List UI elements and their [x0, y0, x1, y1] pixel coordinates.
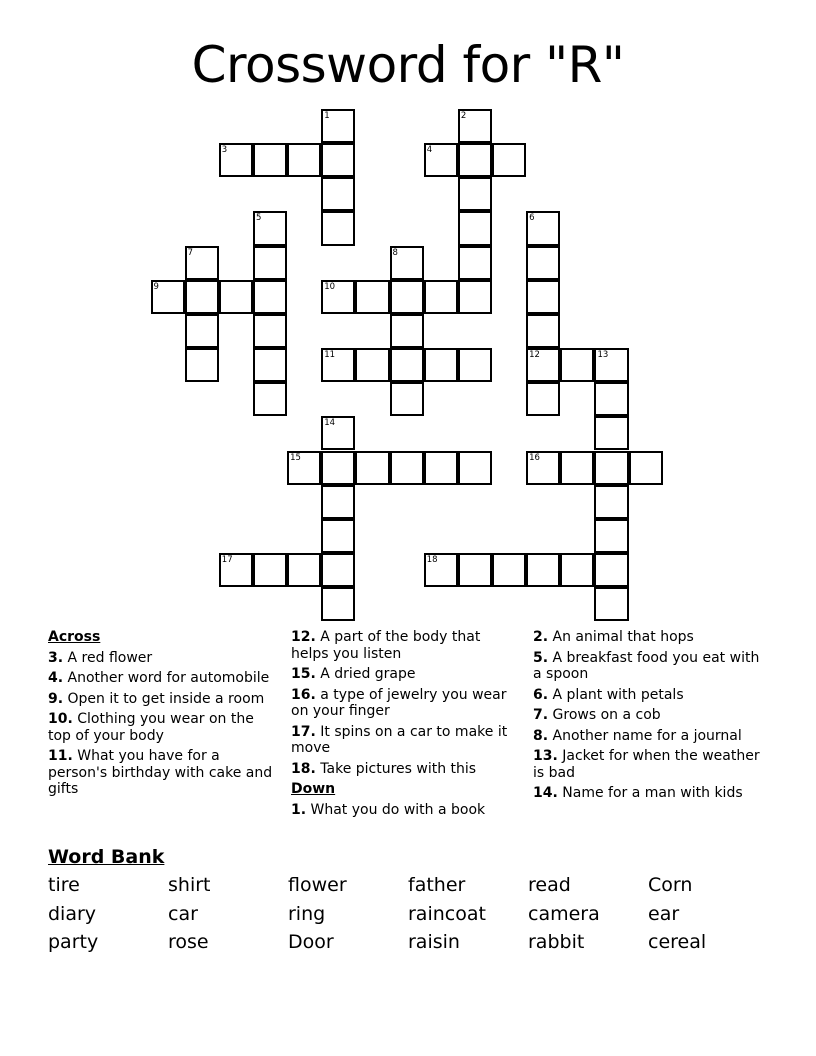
cell-letter-input[interactable] — [460, 453, 490, 483]
cell-letter-input[interactable] — [460, 111, 490, 141]
cell-letter-input[interactable] — [153, 282, 183, 312]
cell-letter-input[interactable] — [323, 179, 353, 209]
grid-cell[interactable] — [253, 382, 287, 416]
word-bank-item: rabbit — [528, 931, 585, 953]
grid-cell[interactable] — [253, 348, 287, 382]
word-bank-item: father — [408, 874, 466, 896]
grid-cell[interactable] — [560, 553, 594, 587]
grid-cell[interactable] — [390, 348, 424, 382]
cell-letter-input[interactable] — [426, 555, 456, 585]
clues-column-2 — [291, 629, 516, 822]
cell-letter-input[interactable] — [426, 350, 456, 380]
grid-cell[interactable] — [253, 280, 287, 314]
grid-cell[interactable] — [458, 177, 492, 211]
grid-cell[interactable] — [185, 314, 219, 348]
clue-number: 15 — [290, 452, 301, 463]
cell-letter-input[interactable] — [221, 555, 251, 585]
down-heading: Down — [291, 781, 336, 797]
cell-letter-input[interactable] — [187, 248, 217, 278]
clue-across-11: 11. What you have for a person's birthday with cake and gifts — [48, 748, 273, 797]
word-bank-item: flower — [288, 874, 347, 896]
grid-cell[interactable] — [526, 348, 560, 382]
grid-cell[interactable] — [390, 246, 424, 280]
clue-number: 9 — [153, 281, 159, 292]
cell-letter-input[interactable] — [323, 282, 353, 312]
clue-across-9: 9. Open it to get inside a room — [48, 690, 265, 707]
cell-letter-input[interactable] — [255, 350, 285, 380]
cell-letter-input[interactable] — [323, 213, 353, 243]
clue-down-6: 6. A plant with petals — [533, 686, 684, 703]
grid-cell[interactable] — [458, 211, 492, 245]
grid-cell[interactable] — [253, 553, 287, 587]
grid-cell[interactable] — [560, 451, 594, 485]
grid-cell[interactable] — [253, 211, 287, 245]
grid-cell[interactable] — [321, 177, 355, 211]
cell-letter-input[interactable] — [255, 282, 285, 312]
clue-number: 3 — [221, 145, 228, 156]
grid-cell[interactable] — [321, 485, 355, 519]
word-bank-item: party — [48, 931, 99, 953]
grid-cell[interactable] — [594, 348, 628, 382]
grid-cell[interactable] — [321, 109, 355, 143]
cell-letter-input[interactable] — [562, 555, 592, 585]
grid-cell[interactable] — [355, 451, 389, 485]
clue-number: 1 — [324, 111, 330, 121]
word-bank-item: camera — [528, 902, 600, 925]
cell-letter-input[interactable] — [255, 145, 285, 175]
grid-cell[interactable] — [458, 109, 492, 143]
grid-cell[interactable] — [560, 348, 594, 382]
grid-cell[interactable] — [492, 553, 526, 587]
cell-letter-input[interactable] — [323, 145, 353, 175]
grid-cell[interactable] — [219, 553, 253, 587]
cell-letter-input[interactable] — [426, 145, 456, 175]
clue-across-12: 12. A part of the body that helps you listen — [291, 629, 481, 662]
grid-cell[interactable] — [458, 143, 492, 177]
grid-cell[interactable] — [390, 451, 424, 485]
grid-cell[interactable] — [390, 280, 424, 314]
cell-letter-input[interactable] — [528, 316, 558, 346]
cell-letter-input[interactable] — [392, 453, 422, 483]
cell-letter-input[interactable] — [528, 282, 558, 312]
cell-letter-input[interactable] — [528, 248, 558, 278]
cell-letter-input[interactable] — [323, 521, 353, 551]
clues-column-3 — [533, 629, 768, 806]
word-bank-item: raincoat — [408, 902, 486, 925]
word-bank-item: diary — [48, 902, 97, 925]
clue-down-13: 13. Jacket for when the weather is bad — [533, 748, 760, 781]
cell-letter-input[interactable] — [426, 282, 456, 312]
cell-letter-input[interactable] — [596, 555, 626, 585]
cell-letter-input[interactable] — [323, 111, 353, 141]
grid-cell[interactable] — [355, 348, 389, 382]
grid-cell[interactable] — [424, 553, 458, 587]
clue-across-10: 10. Clothing you wear on the top of your body — [48, 711, 254, 744]
cell-letter-input[interactable] — [460, 555, 490, 585]
grid-cell[interactable] — [185, 348, 219, 382]
grid-cell[interactable] — [526, 314, 560, 348]
cell-letter-input[interactable] — [323, 487, 353, 517]
word-bank-item: car — [168, 902, 198, 925]
grid-cell[interactable] — [253, 314, 287, 348]
grid-cell[interactable] — [629, 451, 663, 485]
grid-cell[interactable] — [526, 553, 560, 587]
grid-cell[interactable] — [321, 211, 355, 245]
clue-number: 13 — [597, 350, 609, 361]
cell-letter-input[interactable] — [289, 453, 319, 483]
grid-cell[interactable] — [526, 382, 560, 416]
grid-cell[interactable] — [594, 416, 628, 450]
grid-cell[interactable] — [321, 451, 355, 485]
cell-letter-input[interactable] — [289, 145, 319, 175]
cell-letter-input[interactable] — [596, 384, 626, 414]
grid-cell[interactable] — [526, 211, 560, 245]
word-bank-item: Corn — [648, 874, 693, 896]
grid-cell[interactable] — [492, 143, 526, 177]
clue-down-7: 7. Grows on a cob — [533, 707, 661, 723]
grid-cell[interactable] — [458, 348, 492, 382]
clue-across-3: 3. A red flower — [48, 649, 153, 666]
grid-cell[interactable] — [526, 451, 560, 485]
grid-cell[interactable] — [287, 553, 321, 587]
grid-cell[interactable] — [594, 587, 628, 621]
grid-cell[interactable] — [287, 451, 321, 485]
cell-letter-input[interactable] — [323, 418, 353, 448]
cell-letter-input[interactable] — [596, 521, 626, 551]
grid-cell[interactable] — [321, 587, 355, 621]
cell-letter-input[interactable] — [460, 145, 490, 175]
cell-letter-input[interactable] — [187, 282, 217, 312]
cell-letter-input[interactable] — [323, 589, 353, 619]
clue-number: 6 — [529, 213, 535, 224]
grid-cell[interactable] — [185, 280, 219, 314]
cell-letter-input[interactable] — [357, 282, 387, 312]
cell-letter-input[interactable] — [323, 350, 353, 380]
cell-letter-input[interactable] — [460, 350, 490, 380]
grid-cell[interactable] — [321, 416, 355, 450]
cell-letter-input[interactable] — [460, 248, 490, 278]
cell-letter-input[interactable] — [596, 453, 626, 483]
grid-cell[interactable] — [526, 280, 560, 314]
clue-down-2: 2. An animal that hops — [533, 629, 694, 645]
clue-down-14: 14. Name for a man with kids — [533, 785, 743, 801]
word-bank-item: tire — [48, 874, 80, 896]
cell-letter-input[interactable] — [221, 145, 251, 175]
clue-down-5: 5. A breakfast food you eat with a spoon — [533, 649, 760, 682]
word-bank-item: raisin — [408, 931, 460, 953]
grid-cell[interactable] — [424, 143, 458, 177]
cell-letter-input[interactable] — [596, 418, 626, 448]
cell-letter-input[interactable] — [255, 316, 285, 346]
cell-letter-input[interactable] — [187, 350, 217, 380]
clue-number: 10 — [324, 281, 336, 292]
cell-letter-input[interactable] — [426, 453, 456, 483]
grid-cell[interactable] — [458, 246, 492, 280]
cell-letter-input[interactable] — [460, 213, 490, 243]
clue-across-16: 16. a type of jewelry you wear on your finger — [291, 686, 507, 719]
clue-number: 17 — [221, 554, 233, 565]
cell-letter-input[interactable] — [528, 555, 558, 585]
grid-cell[interactable] — [424, 451, 458, 485]
clue-number: 2 — [460, 111, 467, 121]
grid-cell[interactable] — [321, 553, 355, 587]
grid-cell[interactable] — [390, 314, 424, 348]
cell-letter-input[interactable] — [255, 213, 285, 243]
cell-letter-input[interactable] — [596, 487, 626, 517]
clues-column-1 — [48, 629, 273, 802]
grid-cell[interactable] — [594, 485, 628, 519]
word-bank-item: ear — [648, 902, 680, 925]
clue-number: 12 — [529, 350, 540, 361]
cell-letter-input[interactable] — [528, 453, 558, 483]
clue-down-8: 8. Another name for a journal — [533, 727, 742, 744]
clue-number: 4 — [426, 145, 433, 156]
grid-cell[interactable] — [151, 280, 185, 314]
clue-down-1: 1. What you do with a book — [291, 801, 486, 818]
cell-letter-input[interactable] — [392, 282, 422, 312]
word-bank-title: Word Bank — [48, 846, 165, 868]
grid-cell[interactable] — [321, 143, 355, 177]
grid-cell[interactable] — [458, 451, 492, 485]
grid-cell[interactable] — [594, 519, 628, 553]
grid-cell[interactable] — [355, 280, 389, 314]
clue-across-15: 15. A dried grape — [291, 666, 416, 682]
cell-letter-input[interactable] — [255, 384, 285, 414]
grid-cell[interactable] — [185, 246, 219, 280]
cell-letter-input[interactable] — [392, 248, 422, 278]
grid-cell[interactable] — [253, 143, 287, 177]
cell-letter-input[interactable] — [528, 384, 558, 414]
clue-number: 16 — [529, 452, 540, 463]
cell-letter-input[interactable] — [289, 555, 319, 585]
grid-cell[interactable] — [594, 451, 628, 485]
cell-letter-input[interactable] — [631, 453, 661, 483]
grid-cell[interactable] — [594, 553, 628, 587]
page-title: Crossword for "R" — [191, 36, 625, 94]
word-bank-item: cereal — [648, 931, 707, 953]
cell-letter-input[interactable] — [392, 350, 422, 380]
word-bank-item: read — [528, 874, 571, 896]
cell-letter-input[interactable] — [562, 350, 592, 380]
cell-letter-input[interactable] — [528, 213, 558, 243]
cell-letter-input[interactable] — [494, 145, 524, 175]
clue-across-18: 18. Take pictures with this — [291, 760, 477, 777]
clue-across-17: 17. It spins on a car to make it move — [291, 723, 508, 756]
cell-letter-input[interactable] — [255, 248, 285, 278]
cell-letter-input[interactable] — [187, 316, 217, 346]
cell-letter-input[interactable] — [528, 350, 558, 380]
cell-letter-input[interactable] — [392, 384, 422, 414]
cell-letter-input[interactable] — [357, 350, 387, 380]
word-bank-item: Door — [288, 931, 334, 953]
word-bank-item: shirt — [168, 874, 211, 896]
cell-letter-input[interactable] — [460, 282, 490, 312]
cell-letter-input[interactable] — [596, 589, 626, 619]
grid-cell[interactable] — [321, 280, 355, 314]
grid-cell[interactable] — [458, 553, 492, 587]
grid-cell[interactable] — [390, 382, 424, 416]
cell-letter-input[interactable] — [323, 555, 353, 585]
grid-cell[interactable] — [594, 382, 628, 416]
cell-letter-input[interactable] — [460, 179, 490, 209]
clue-number: 11 — [324, 350, 336, 361]
grid-cell[interactable] — [253, 246, 287, 280]
clue-number: 7 — [187, 247, 194, 258]
grid-cell[interactable] — [321, 348, 355, 382]
clue-number: 5 — [255, 213, 262, 224]
across-heading: Across — [48, 629, 101, 645]
word-bank-item: rose — [168, 931, 209, 953]
grid-cell[interactable] — [321, 519, 355, 553]
clue-across-4: 4. Another word for automobile — [48, 670, 270, 686]
word-bank-item: ring — [288, 902, 326, 925]
clue-number: 14 — [324, 418, 336, 429]
grid-cell[interactable] — [526, 246, 560, 280]
cell-letter-input[interactable] — [221, 282, 251, 312]
cell-letter-input[interactable] — [494, 555, 524, 585]
cell-letter-input[interactable] — [323, 453, 353, 483]
cell-letter-input[interactable] — [357, 453, 387, 483]
cell-letter-input[interactable] — [562, 453, 592, 483]
grid-cell[interactable] — [219, 143, 253, 177]
grid-cell[interactable] — [287, 143, 321, 177]
cell-letter-input[interactable] — [596, 350, 626, 380]
grid-cell[interactable] — [424, 348, 458, 382]
cell-letter-input[interactable] — [255, 555, 285, 585]
grid-cell[interactable] — [424, 280, 458, 314]
grid-cell[interactable] — [458, 280, 492, 314]
clue-number: 8 — [392, 247, 398, 258]
cell-letter-input[interactable] — [392, 316, 422, 346]
clue-number: 18 — [426, 554, 438, 565]
word-bank — [48, 874, 768, 960]
grid-cell[interactable] — [219, 280, 253, 314]
